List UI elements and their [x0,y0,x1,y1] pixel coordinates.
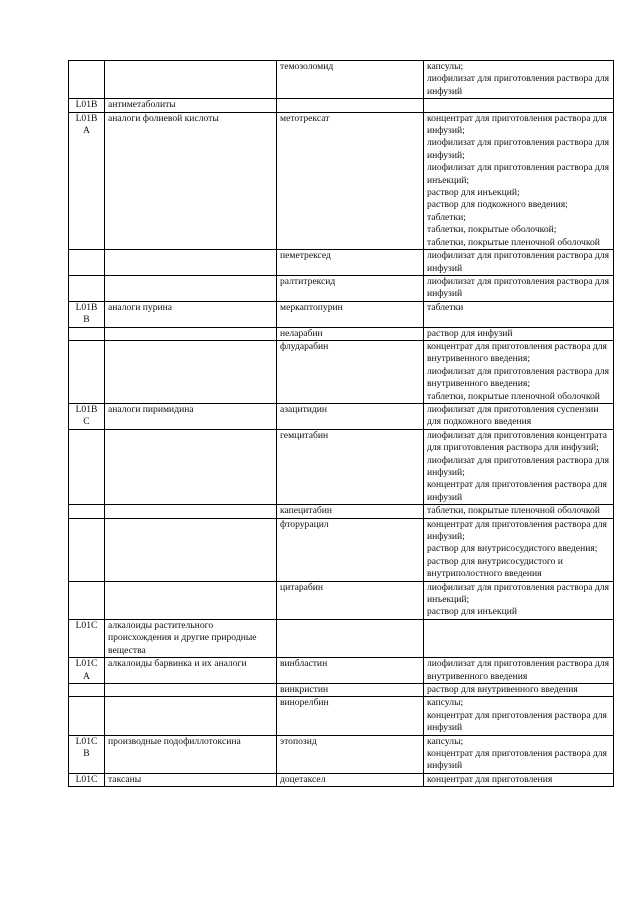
pharmacological-group-cell: антиметаболиты [105,99,277,112]
pharmacological-group-cell [105,275,277,301]
drug-name-cell: метотрексат [277,112,424,249]
drug-name-cell: капецитабин [277,505,424,518]
atc-code-cell: L01B C [69,403,105,429]
drug-name-cell: ралтитрексид [277,275,424,301]
atc-code-cell [69,340,105,403]
atc-code-cell: L01C A [69,658,105,684]
table-row [69,518,614,581]
drug-name-cell: винбластин [277,658,424,684]
drug-name-cell: гемцитабин [277,429,424,504]
table-row [69,250,614,276]
atc-code-cell: L01C B [69,735,105,773]
drug-name-cell [277,619,424,657]
dosage-forms-cell: концентрат для приготовления раствора для внутривенного введения; лиофилизат для приготовления раствора для внутривенного введения; таблетки, покрытые пленочной оболочкой [424,340,614,403]
drug-name-cell: меркаптопурин [277,301,424,327]
pharmacological-group-cell: производные подофиллотоксина [105,735,277,773]
table-row [69,429,614,504]
drug-classification-table [68,60,614,787]
table-row [69,61,614,99]
table-row [69,658,614,684]
atc-code-cell: L01B [69,99,105,112]
table-row [69,112,614,249]
pharmacological-group-cell [105,683,277,696]
drug-name-cell: винорелбин [277,697,424,735]
pharmacological-group-cell [105,518,277,581]
drug-name-cell [277,99,424,112]
drug-name-cell: темозоломид [277,61,424,99]
table-row [69,99,614,112]
dosage-forms-cell: концентрат для приготовления раствора для инфузий; раствор для внутрисосудистого введения; раствор для внутрисосудистого и внутриполостного введения [424,518,614,581]
atc-code-cell [69,250,105,276]
drug-name-cell: флударабин [277,340,424,403]
dosage-forms-cell: капсулы; концентрат для приготовления раствора для инфузий [424,697,614,735]
atc-code-cell [69,327,105,340]
table-body [69,61,614,787]
drug-name-cell: азацитидин [277,403,424,429]
pharmacological-group-cell: таксаны [105,773,277,786]
dosage-forms-cell: лиофилизат для приготовления раствора для инъекций; раствор для инъекций [424,581,614,619]
table-row [69,735,614,773]
dosage-forms-cell [424,619,614,657]
atc-code-cell: L01B A [69,112,105,249]
pharmacological-group-cell: аналоги пиримидина [105,403,277,429]
dosage-forms-cell [424,99,614,112]
pharmacological-group-cell [105,697,277,735]
table-row [69,773,614,786]
table-row [69,581,614,619]
pharmacological-group-cell: аналоги пурина [105,301,277,327]
pharmacological-group-cell [105,340,277,403]
table-row [69,301,614,327]
atc-code-cell [69,505,105,518]
table-row [69,619,614,657]
pharmacological-group-cell: алкалоиды растительного происхождения и другие природные вещества [105,619,277,657]
atc-code-cell [69,61,105,99]
dosage-forms-cell: концентрат для приготовления [424,773,614,786]
table-row [69,340,614,403]
pharmacological-group-cell [105,61,277,99]
dosage-forms-cell: концентрат для приготовления раствора для инфузий; лиофилизат для приготовления раствора для инфузий; лиофилизат для приготовления раствора для инъекций; раствор для инъекций; раствор для подкожного введения; таблетки; таблетки, покрытые оболочкой; таблетки, покрытые пленочной оболочкой [424,112,614,249]
dosage-forms-cell: таблетки, покрытые пленочной оболочкой [424,505,614,518]
atc-code-cell: L01C [69,619,105,657]
dosage-forms-cell: лиофилизат для приготовления раствора для инфузий [424,250,614,276]
pharmacological-group-cell [105,581,277,619]
pharmacological-group-cell [105,250,277,276]
drug-name-cell: доцетаксел [277,773,424,786]
pharmacological-group-cell: аналоги фолиевой кислоты [105,112,277,249]
drug-name-cell: пеметрексед [277,250,424,276]
drug-name-cell: фторурацил [277,518,424,581]
dosage-forms-cell: раствор для внутривенного введения [424,683,614,696]
table-row [69,697,614,735]
atc-code-cell [69,518,105,581]
atc-code-cell: L01C [69,773,105,786]
dosage-forms-cell: лиофилизат для приготовления концентрата для приготовления раствора для инфузий; лиофилизат для приготовления раствора для инфузий; концентрат для приготовления раствора для инфузий [424,429,614,504]
drug-name-cell: этопозид [277,735,424,773]
atc-code-cell: L01B B [69,301,105,327]
atc-code-cell [69,683,105,696]
dosage-forms-cell: лиофилизат для приготовления суспензии для подкожного введения [424,403,614,429]
dosage-forms-cell: раствор для инфузий [424,327,614,340]
pharmacological-group-cell [105,505,277,518]
table-row [69,327,614,340]
dosage-forms-cell: лиофилизат для приготовления раствора для инфузий [424,275,614,301]
atc-code-cell [69,697,105,735]
atc-code-cell [69,429,105,504]
drug-name-cell: винкристин [277,683,424,696]
table-row [69,683,614,696]
pharmacological-group-cell [105,327,277,340]
drug-name-cell: цитарабин [277,581,424,619]
table-row [69,275,614,301]
dosage-forms-cell: капсулы; лиофилизат для приготовления раствора для инфузий [424,61,614,99]
pharmacological-group-cell [105,429,277,504]
atc-code-cell [69,581,105,619]
dosage-forms-cell: лиофилизат для приготовления раствора для внутривенного введения [424,658,614,684]
dosage-forms-cell: таблетки [424,301,614,327]
drug-name-cell: неларабин [277,327,424,340]
pharmacological-group-cell: алкалоиды барвинка и их аналоги [105,658,277,684]
table-row [69,505,614,518]
table-row [69,403,614,429]
dosage-forms-cell: капсулы; концентрат для приготовления раствора для инфузий [424,735,614,773]
atc-code-cell [69,275,105,301]
